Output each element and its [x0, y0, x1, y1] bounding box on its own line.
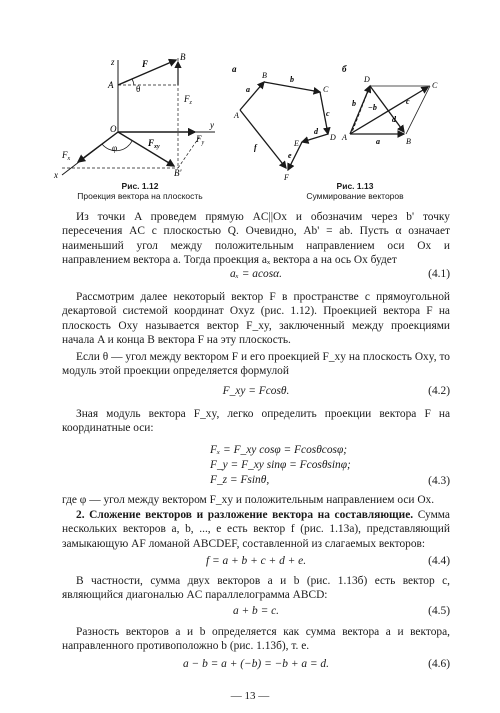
fig13a-vector-c: c [326, 109, 330, 118]
fig13b-vector-a: a [376, 137, 380, 146]
fig13a-vector-f: f [254, 143, 257, 152]
axis-x-label: x [54, 170, 58, 180]
equation-4-4-formula: f = a + b + c + d + e. [205, 555, 307, 567]
equation-4-3-line-3: F_z = Fsinθ, [210, 474, 270, 486]
equation-4-3-line-2: F_y = F_xy sinφ = Fcosθsinφ; [210, 459, 351, 471]
equation-4-6-formula: a − b = a + (−b) = −b + a = d. [183, 658, 329, 670]
fig13b-vector-c: c [406, 97, 410, 106]
fig13a-vector-b: b [290, 75, 294, 84]
equation-4-1-number: (4.1) [428, 268, 450, 280]
fig13b-point-b: B [406, 137, 411, 146]
angle-phi-label: φ [112, 143, 118, 153]
fig13b-vector-b: b [352, 99, 356, 108]
equation-4-2-formula: F_xy = Fcosθ. [222, 385, 290, 397]
angle-theta-label: θ [136, 84, 141, 94]
subfigure-b-label: б [342, 64, 347, 74]
figure-1-13 [228, 62, 458, 182]
section-heading: 2. Сложение векторов и разложение вектора на составляющие. [76, 509, 414, 521]
subfigure-a-label: а [232, 64, 237, 74]
fig13a-vector-a: a [246, 85, 250, 94]
equation-4-6 [62, 658, 450, 674]
equation-4-4 [62, 555, 450, 571]
paragraph-8: Разность векторов a и b определяется как сумма вектора a и вектора, направленного противоположно b (рис. 1.13б), т. е. [62, 626, 450, 653]
point-b-prime-label: B' [174, 168, 182, 178]
paragraph-7: В частности, сумма двух векторов a и b (рис. 1.13б) есть вектор c, являющийся диагональю AC параллелограмма ABCD: [62, 575, 450, 602]
fig13b-point-a: A [342, 133, 347, 142]
equation-4-3-number-row [62, 475, 450, 491]
equation-4-5-number: (4.5) [428, 605, 450, 617]
figure-1-12-number: Рис. 1.12 [121, 181, 159, 191]
page-number: — 13 — [230, 690, 270, 702]
figure-1-13-caption [280, 181, 430, 201]
paragraph-6-text: Сумма нескольких векторов a, b, ..., e есть вектор f (рис. 1.13а), представляющий замыкающую AF ломаной ABCDEF, составленной из слагаемых векторов: [62, 509, 450, 550]
figure-1-12 [50, 40, 230, 180]
fig13a-point-a: A [234, 111, 239, 120]
point-o-label: O [110, 124, 117, 134]
vector-fy-label: $F_y$ [196, 134, 205, 146]
equation-4-5-formula: a + b = c. [232, 605, 280, 617]
paragraph-1: Из точки A проведем прямую AC||Ox и обозначим через b' точку пересечения AC с плоскостью Q. Очевидно, Ab' = ab. Пусть α означает наименьший угол между положительным направлением оси Ox и направлением вектора a. Тогда проекция aₓ вектора a на ось Ox будет [62, 211, 450, 267]
fig13b-point-d: D [364, 75, 370, 84]
point-a-label: A [108, 80, 114, 90]
equation-4-6-number: (4.6) [428, 658, 450, 670]
paragraph-6 [62, 508, 450, 551]
paragraph-2: Рассмотрим далее некоторый вектор F в пространстве с прямоугольной декартовой системой координат Oxyz (рис. 1.12). Проекцией вектора F на плоскость Oxy называется вектор F_xy, заключенный между проекциями начала A и конца B вектора F на эту плоскость. [62, 291, 450, 347]
paragraph-5: где φ — угол между вектором F_xy и положительным направлением оси Ox. [62, 494, 435, 506]
fig13a-point-c: C [323, 85, 329, 94]
fig13a-point-b: B [262, 71, 267, 80]
equation-4-2-number: (4.2) [428, 385, 450, 397]
point-b-label: B [180, 52, 186, 62]
fig13b-vector-minus-b: −b [368, 103, 377, 112]
fig13a-point-d: D [330, 133, 336, 142]
equation-4-3-number: (4.3) [428, 475, 450, 487]
equation-4-1-formula: aₓ = acosα. [229, 268, 283, 280]
paragraph-4: Зная модуль вектора F_xy, легко определить проекции вектора F на координатные оси: [62, 408, 450, 435]
vector-fz-label: $F_z$ [184, 94, 192, 106]
fig13b-vector-d: d [392, 115, 396, 124]
figure-1-12-title: Проекция вектора на плоскость [77, 191, 203, 201]
axis-z-label: z [111, 57, 115, 67]
vector-fx-label: $F_x$ [62, 150, 71, 162]
fig13b-point-c: C [432, 81, 438, 90]
figure-1-13-title: Суммирование векторов [306, 191, 404, 201]
equation-4-3-line-1: Fₓ = F_xy cosφ = Fcosθcosφ; [210, 444, 348, 456]
equation-4-4-number: (4.4) [428, 555, 450, 567]
figure-1-13-number: Рис. 1.13 [336, 181, 374, 191]
fig13a-vector-d: d [314, 127, 318, 136]
equation-4-2 [62, 385, 450, 401]
figure-1-12-caption [60, 181, 220, 201]
equation-4-5 [62, 605, 450, 621]
axis-y-label: y [210, 120, 214, 130]
fig13a-point-e: E [294, 139, 299, 148]
fig13a-vector-e: e [288, 151, 292, 160]
equation-4-1 [62, 268, 450, 284]
fig13a-point-f: F [284, 173, 289, 182]
vector-f-label: F [142, 59, 149, 69]
vector-fxy-label: $F_{xy}$ [148, 138, 160, 150]
paragraph-3: Если θ — угол между вектором F и его проекцией F_xy на плоскость Oxy, то модуль этой проекции определяется формулой [62, 351, 450, 378]
